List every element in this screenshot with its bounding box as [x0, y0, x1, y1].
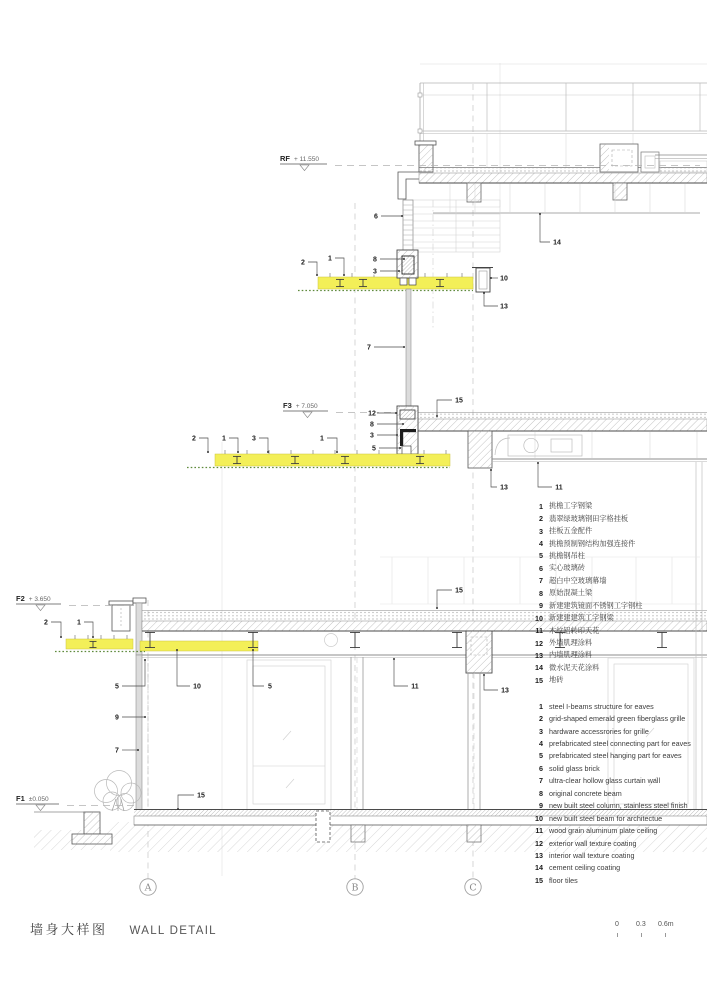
glass-panel: [247, 660, 331, 810]
legend-item: 5 挑檐钢吊柱: [539, 550, 585, 561]
legend-english: [530, 700, 705, 887]
svg-text:C: C: [469, 882, 477, 894]
f3-floor: [187, 406, 707, 468]
new-steel-beam-box: [476, 268, 490, 292]
callout-2: 2: [301, 259, 305, 267]
legend-item: 15 地砖: [535, 675, 564, 685]
legend-item: 7 超白中空玻璃幕墙: [539, 575, 607, 586]
legend-item: 12 外墙肌理涂料: [535, 638, 593, 648]
callout-15: 15: [197, 792, 205, 800]
callout-3: 3: [373, 268, 377, 276]
legend-item: 12 exterior wall texture coating: [535, 838, 637, 848]
curtain-wall-mullion-upper: [406, 289, 411, 407]
title-chinese: 墙身大样图: [30, 922, 108, 937]
callout-9: 9: [115, 714, 119, 722]
ceiling-plenum-equipment: [495, 435, 582, 456]
level-f3: F3 + 7.050: [283, 401, 318, 410]
callout-13: 13: [500, 303, 508, 311]
callout-1: 1: [222, 435, 226, 443]
foundation-wall: [316, 811, 330, 842]
callout-7: 7: [367, 344, 371, 352]
grid-bubbles: [140, 879, 481, 895]
upper-eave-assembly: [298, 250, 493, 407]
callout-13: 13: [501, 687, 509, 695]
roof-slab: [419, 144, 707, 213]
legend-item: 2 grid-shaped emerald green fiberglass grille: [539, 714, 686, 724]
callout-11: 11: [555, 484, 563, 492]
shrub: [95, 771, 142, 812]
legend-item: 3 hardware accessrories for grille: [539, 726, 649, 736]
scale-label-0: 0: [615, 921, 619, 928]
callout-8: 8: [373, 256, 377, 264]
callout-1: 1: [77, 619, 81, 627]
callout-5: 5: [372, 445, 376, 453]
legend-item: 14 微水泥天花涂料: [535, 662, 600, 673]
legend-item: 4 prefabricated steel connecting part for eaves: [539, 739, 691, 749]
callout-10: 10: [500, 275, 508, 283]
callout-14: 14: [553, 239, 561, 247]
scale-label-06m: 0.6m: [658, 921, 674, 928]
callout-7: 7: [115, 747, 119, 755]
callout-2: 2: [44, 619, 48, 627]
legend-item: 10 new built steel beam for architectue: [535, 813, 663, 823]
title-english: WALL DETAIL: [129, 925, 217, 937]
legend-item: 9 new built steel column, stainless steel finish: [539, 801, 688, 811]
callout-2: 2: [192, 435, 196, 443]
level-f1: F1 ±0.050: [16, 794, 49, 803]
callout-13: 13: [500, 484, 508, 492]
callout-3: 3: [370, 432, 374, 440]
eave-panel-yellow-f3: [215, 454, 450, 466]
stair-elevation: [412, 200, 500, 252]
level-f2: F2 + 3.650: [16, 594, 51, 603]
legend-item: 2 翡翠绿玻璃钢田字格挂板: [539, 513, 629, 524]
legend-item: 13 内墙肌理涂料: [535, 650, 593, 660]
legend-item: 13 interior wall texture coating: [535, 850, 635, 860]
callout-10: 10: [193, 683, 201, 691]
callout-annotations: [44, 213, 563, 810]
level-rf: RF + 11.550: [280, 154, 320, 163]
legend-item: 11 木纹铝转印天花: [535, 625, 600, 636]
drawing-title: [30, 919, 217, 938]
callout-5: 5: [268, 683, 272, 691]
legend-chinese: [530, 500, 705, 687]
callout-15: 15: [455, 587, 463, 595]
legend-item: 7 ultra-clear hollow glass curtain wall: [539, 776, 661, 786]
eave-panel-yellow-f2-inner: [140, 641, 258, 651]
callout-6: 6: [374, 213, 378, 221]
callout-12: 12: [368, 410, 376, 418]
legend-item: 3 挂板五金配件: [539, 526, 593, 536]
legend-item: 14 cement ceiling coating: [535, 863, 621, 873]
legend-item: 15 floor tiles: [535, 875, 578, 885]
scale-label-03: 0.3: [636, 921, 646, 928]
legend-item: 1 steel I-beams structure for eaves: [539, 701, 654, 711]
footing: [84, 812, 100, 834]
legend-item: 5 prefabricated steel hanging part for eaves: [539, 751, 682, 761]
callout-5: 5: [115, 683, 119, 691]
legend-item: 11 wood grain aluminum plate ceiling: [535, 826, 658, 836]
legend-item: 4 挑檐预制钢结构加强连接件: [539, 538, 636, 549]
callout-1: 1: [328, 255, 332, 263]
callout-15: 15: [455, 397, 463, 405]
callout-8: 8: [370, 421, 374, 429]
eave-panel-yellow-f2-outer: [66, 639, 133, 649]
legend-item: 8 原始混凝土梁: [539, 588, 593, 598]
callout-1: 1: [320, 435, 324, 443]
legend-item: 6 实心玻璃砖: [539, 563, 585, 573]
callout-11: 11: [411, 683, 419, 691]
svg-text:B: B: [351, 882, 359, 894]
eave-panel-yellow-upper: [318, 277, 473, 289]
glass-brick-column: [403, 200, 413, 257]
legend-item: 10 新建建建筑工字钢梁: [535, 613, 614, 623]
svg-text:A: A: [144, 882, 152, 894]
callout-3: 3: [252, 435, 256, 443]
legend-item: 9 新建建筑镜面不锈钢工字钢柱: [539, 600, 643, 611]
legend-item: 8 original concrete beam: [539, 788, 622, 798]
grid-lines: [148, 84, 473, 879]
legend-item: 6 solid glass brick: [539, 763, 600, 773]
legend-item: 1 挑檐工字钢梁: [539, 501, 593, 511]
